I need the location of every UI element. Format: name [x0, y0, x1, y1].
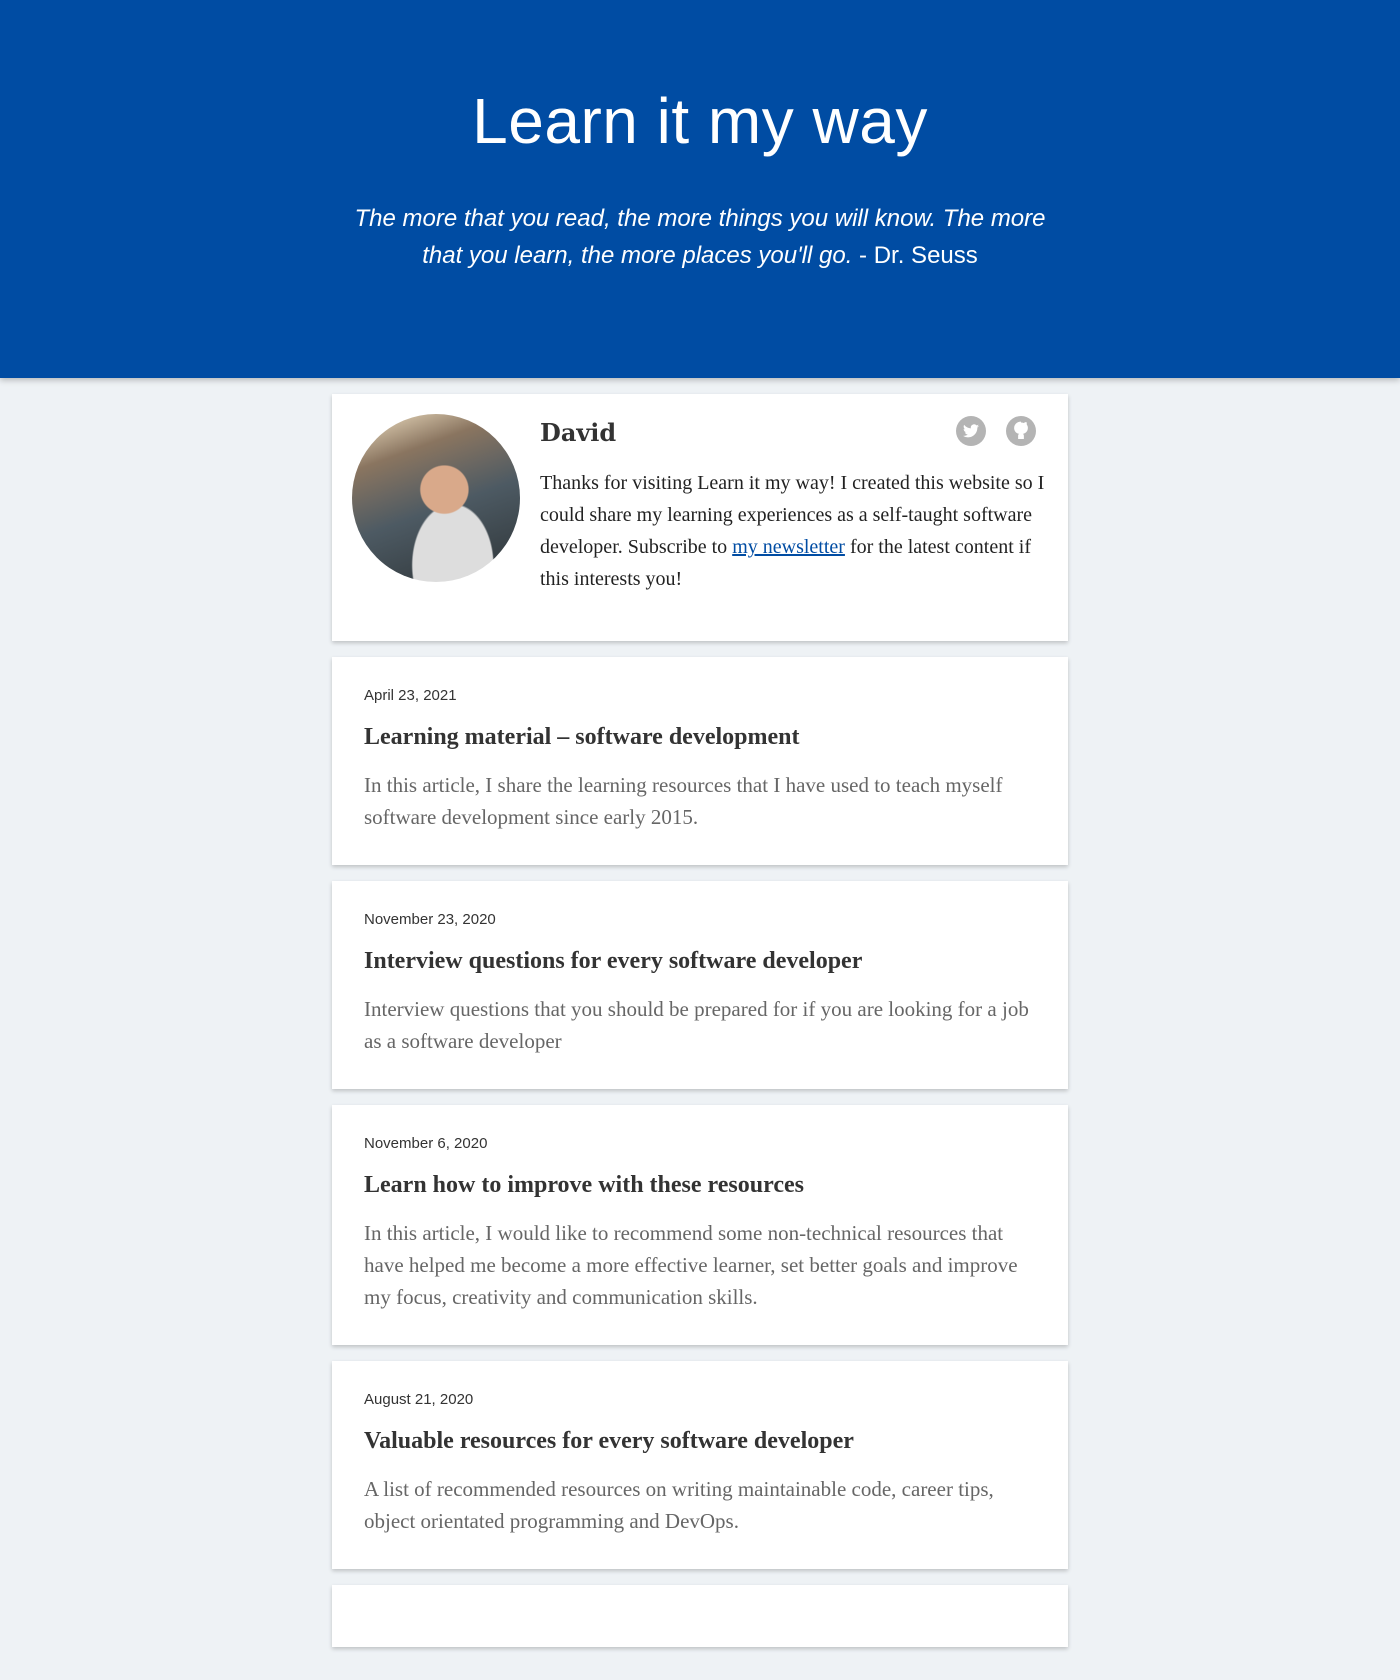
bio-text-before: Thanks for visiting Learn it my way! I created this website so I could share my learning experiences as a self-taught software developer. Subscribe to: [540, 472, 1045, 558]
post-card[interactable]: [332, 881, 1068, 1089]
post-title[interactable]: Learn how to improve with these resources: [364, 1172, 804, 1198]
twitter-icon[interactable]: [956, 416, 986, 446]
social-links: [956, 416, 1036, 446]
hero-header: [0, 0, 1400, 378]
post-date: August 21, 2020: [364, 1391, 474, 1408]
post-title[interactable]: Interview questions for every software developer: [364, 948, 863, 974]
site-title: Learn it my way: [472, 85, 928, 157]
post-description: Interview questions that you should be prepared for if you are looking for a job as a software developer: [364, 997, 1029, 1053]
post-description: A list of recommended resources on writing maintainable code, career tips, object orientated programming and DevOps.: [364, 1477, 994, 1533]
bio-text-after: for the latest content if this interests you!: [540, 536, 1031, 590]
post-card-partial[interactable]: [332, 1585, 1068, 1647]
bio-text: [540, 467, 1048, 595]
post-description: In this article, I share the learning resources that I have used to teach myself software development since early 2015.: [364, 773, 1003, 829]
post-title[interactable]: Valuable resources for every software developer: [364, 1428, 854, 1454]
main-content: [332, 394, 1068, 1647]
hero-quote: [350, 200, 1050, 274]
author-bio-card: [332, 394, 1068, 641]
author-name: David: [540, 418, 617, 447]
post-description: In this article, I would like to recommend some non-technical resources that have helped me become a more effective learner, set better goals and improve my focus, creativity and communication skills.: [364, 1221, 1018, 1309]
post-card[interactable]: [332, 657, 1068, 865]
post-date: November 6, 2020: [364, 1135, 488, 1152]
quote-author: - Dr. Seuss: [852, 242, 978, 269]
post-card[interactable]: [332, 1361, 1068, 1569]
post-date: November 23, 2020: [364, 911, 496, 928]
quote-text: The more that you read, the more things you will know. The more that you learn, the more places you'll go.: [354, 205, 1046, 269]
post-card[interactable]: [332, 1105, 1068, 1345]
newsletter-link[interactable]: my newsletter: [732, 536, 845, 558]
avatar: [352, 414, 520, 582]
post-title[interactable]: Learning material – software development: [364, 724, 800, 750]
github-icon[interactable]: [1006, 416, 1036, 446]
post-date: April 23, 2021: [364, 687, 457, 704]
